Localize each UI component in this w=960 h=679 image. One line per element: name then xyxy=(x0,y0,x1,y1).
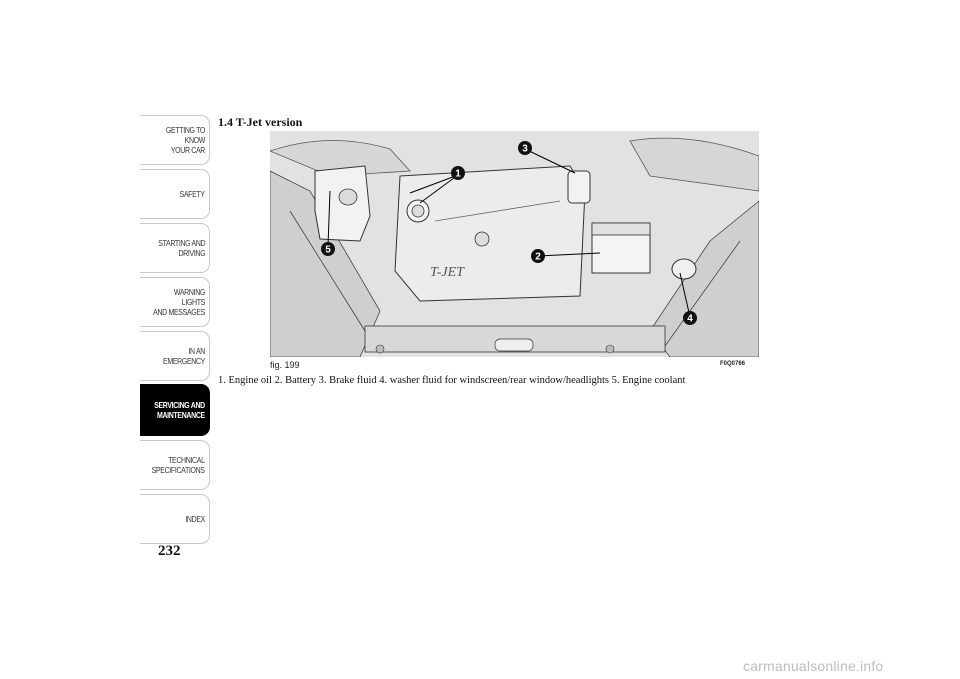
tab-index[interactable] xyxy=(140,494,210,544)
marker-2 xyxy=(531,249,545,263)
tab-label: TECHNICAL SPECIFICATIONS xyxy=(152,455,205,475)
figure-code: F0Q0766 xyxy=(720,361,746,367)
tab-label: GETTING TO KNOW YOUR CAR xyxy=(165,125,205,155)
engine-bay-illustration xyxy=(270,131,759,357)
engine-bay-drawing xyxy=(270,131,759,357)
marker-4-label: 4 xyxy=(687,313,693,325)
tab-label: IN AN EMERGENCY xyxy=(163,346,205,366)
tab-technical-specs[interactable] xyxy=(140,440,210,490)
tab-emergency[interactable] xyxy=(140,331,210,381)
marker-3-label: 3 xyxy=(522,143,528,155)
marker-3 xyxy=(518,141,532,155)
tab-label: STARTING AND DRIVING xyxy=(158,238,205,258)
page-number: 232 xyxy=(158,543,181,559)
marker-2-label: 2 xyxy=(535,251,541,263)
marker-5 xyxy=(321,242,335,256)
tab-warning-lights[interactable] xyxy=(140,277,210,327)
tab-label: WARNING LIGHTS AND MESSAGES xyxy=(153,287,205,317)
marker-1 xyxy=(451,166,465,180)
figure-caption: 1. Engine oil 2. Battery 3. Brake fluid 4. washer fluid for windscreen/rear window/headlights 5. Engine coolant xyxy=(218,375,686,386)
marker-5-label: 5 xyxy=(325,244,331,256)
tab-servicing-maintenance[interactable] xyxy=(140,384,210,436)
watermark: carmanualsonline.info xyxy=(743,658,884,674)
tab-starting-driving[interactable] xyxy=(140,223,210,273)
marker-4 xyxy=(683,311,697,325)
tab-label: INDEX xyxy=(185,514,205,524)
tab-getting-to-know[interactable] xyxy=(140,115,210,165)
section-title: 1.4 T-Jet version xyxy=(218,115,303,129)
tab-safety[interactable] xyxy=(140,169,210,219)
svg-text:T-JET: T-JET xyxy=(430,265,464,280)
tab-label: SERVICING AND MAINTENANCE xyxy=(154,400,205,420)
marker-1-label: 1 xyxy=(455,168,461,180)
tab-label: SAFETY xyxy=(179,189,205,199)
figure-label: fig. 199 xyxy=(270,360,300,370)
